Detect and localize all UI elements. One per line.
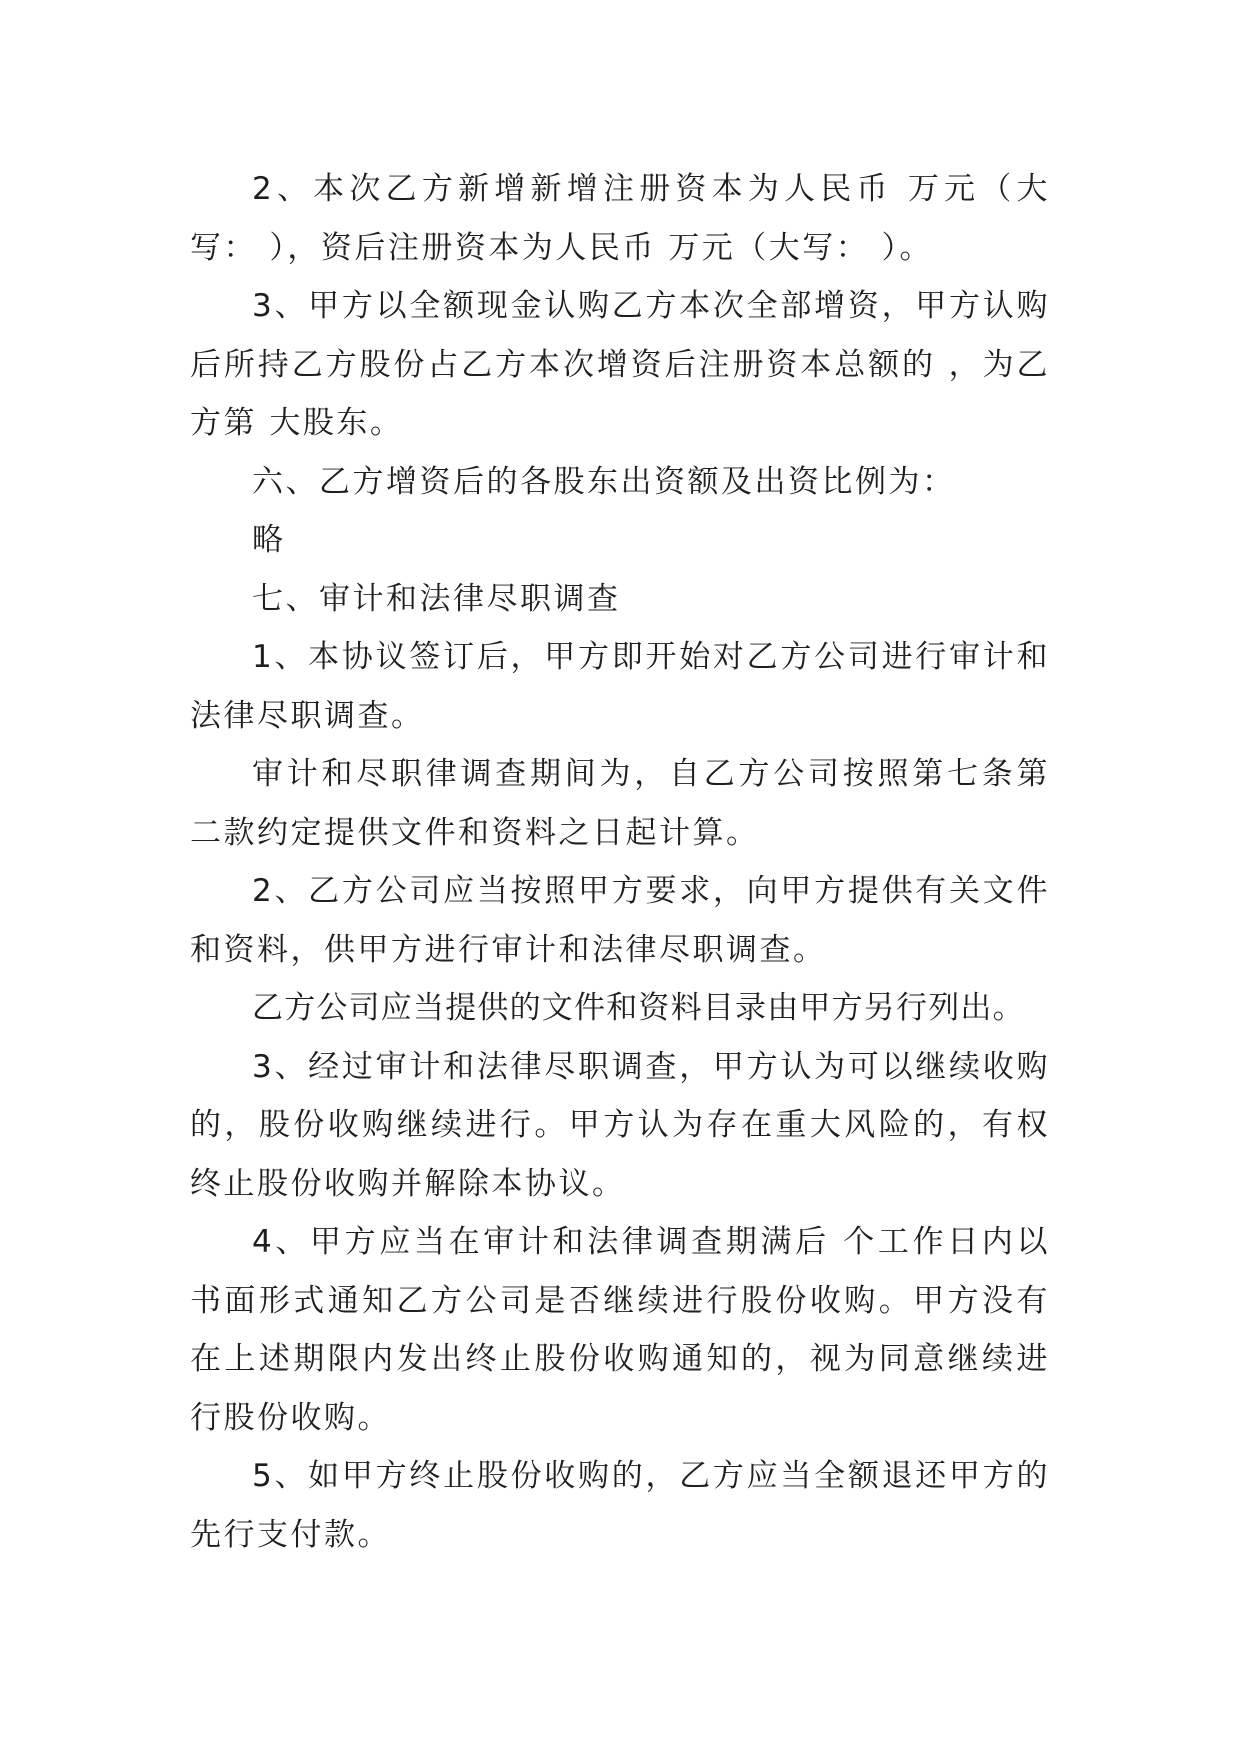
paragraph-audit-period: 审计和尽职律调查期间为，自乙方公司按照第七条第二款约定提供文件和资料之日起计算。 xyxy=(190,756,1050,851)
paragraph-audit-start: 1、本协议签订后，甲方即开始对乙方公司进行审计和法律尽职调查。 xyxy=(190,639,1050,734)
heading-audit-due-diligence: 七、审计和法律尽职调查 xyxy=(252,580,621,617)
paragraph-document-list: 乙方公司应当提供的文件和资料目录由甲方另行列出。 xyxy=(252,990,1025,1026)
paragraph-registered-capital: 2、本次乙方新增新增注册资本为人民币 万元（大写： ），资后注册资本为人民币 万元（大写： ）。 xyxy=(190,171,1050,266)
heading-shareholder-contributions: 六、乙方增资后的各股东出资额及出资比例为： xyxy=(252,463,956,500)
paragraph-omitted: 略 xyxy=(252,522,286,558)
paragraph-notice-period: 4、甲方应当在审计和法律调查期满后 个工作日内以书面形式通知乙方公司是否继续进行股份收购。甲方没有在上述期限内发出终止股份收购通知的，视为同意继续进行股份收购。 xyxy=(190,1224,1050,1436)
document-body xyxy=(190,160,1050,1564)
paragraph-provide-documents: 2、乙方公司应当按照甲方要求，向甲方提供有关文件和资料，供甲方进行审计和法律尽职调查。 xyxy=(190,873,1050,968)
paragraph-cash-subscription: 3、甲方以全额现金认购乙方本次全部增资，甲方认购后所持乙方股份占乙方本次增资后注册资本总额的 ，为乙方第 大股东。 xyxy=(190,288,1050,441)
paragraph-audit-result: 3、经过审计和法律尽职调查，甲方认为可以继续收购的，股份收购继续进行。甲方认为存在重大风险的，有权终止股份收购并解除本协议。 xyxy=(190,1048,1050,1202)
paragraph-refund: 5、如甲方终止股份收购的，乙方应当全额退还甲方的先行支付款。 xyxy=(190,1458,1050,1553)
